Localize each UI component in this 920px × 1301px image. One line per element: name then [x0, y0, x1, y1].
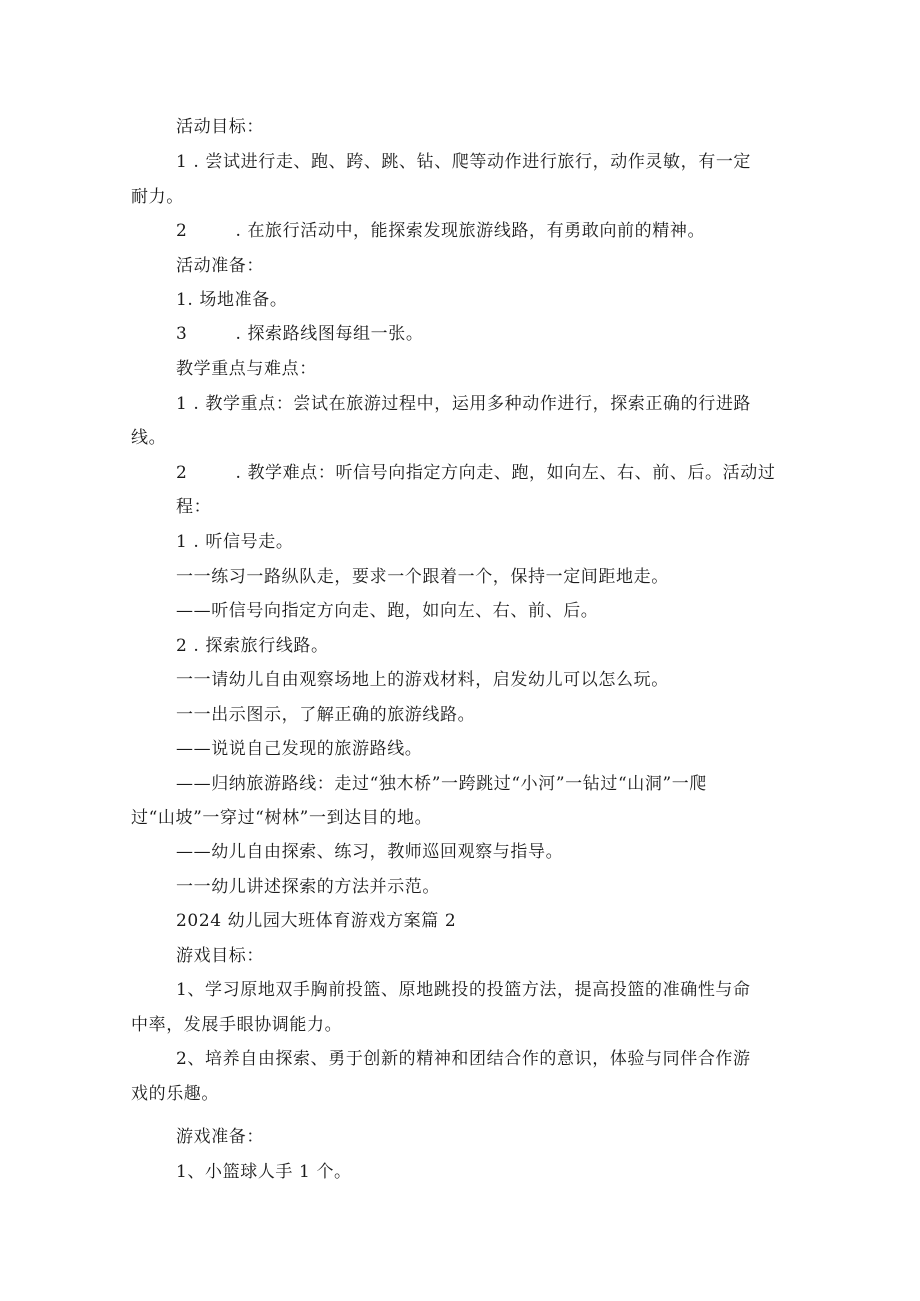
paragraph-line: 戏的乐趣。: [131, 1084, 219, 1104]
paragraph-line: ——听信号向指定方向走、跑，如向左、右、前、后。: [176, 601, 599, 621]
heading-activity-prep: 活动准备：: [176, 256, 264, 276]
paragraph-line: 一一出示图示，了解正确的旅游线路。: [176, 705, 476, 725]
paragraph-line: 一一练习一路纵队走，要求一个跟着一个，保持一定间距地走。: [176, 567, 669, 587]
paragraph-line: ——幼儿自由探索、练习，教师巡回观察与指导。: [176, 842, 564, 862]
paragraph-line: 一一幼儿讲述探索的方法并示范。: [176, 877, 440, 897]
paragraph-line: ——说说自己发现的旅游路线。: [176, 739, 423, 759]
heading-key-points: 教学重点与难点：: [176, 359, 317, 379]
paragraph-line: 1、学习原地双手胸前投篮、原地跳投的投篮方法，提高投篮的准确性与命: [176, 980, 751, 1000]
paragraph-line: 2、培养自由探索、勇于创新的精神和团结合作的意识，体验与同伴合作游: [176, 1049, 751, 1069]
heading-activity-goals: 活动目标：: [176, 117, 264, 137]
paragraph-line: 中率，发展手眼协调能力。: [131, 1015, 343, 1035]
paragraph-line: 一一请幼儿自由观察场地上的游戏材料，启发幼儿可以怎么玩。: [176, 670, 669, 690]
paragraph-line: 3 . 探索路线图每组一张。: [176, 324, 424, 344]
paragraph-line: 2 . 教学难点：听信号向指定方向走、跑，如向左、右、前、后。活动过: [176, 463, 776, 483]
heading-game-goals: 游戏目标：: [176, 946, 264, 966]
paragraph-line: 2 . 在旅行活动中，能探索发现旅游线路，有勇敢向前的精神。: [176, 221, 706, 241]
paragraph-line: 1 . 尝试进行走、跑、跨、跳、钻、爬等动作进行旅行，动作灵敏，有一定: [176, 152, 752, 172]
heading-game-prep: 游戏准备：: [176, 1127, 264, 1147]
paragraph-line: 1 . 听信号走。: [176, 532, 294, 552]
paragraph-line: 1、小篮球人手 1 个。: [176, 1162, 352, 1182]
paragraph-line: 程：: [176, 497, 212, 517]
paragraph-line: 过“山坡”一穿过“树林”一到达目的地。: [131, 808, 433, 828]
paragraph-line: 耐力。: [131, 187, 184, 207]
paragraph-line: 线。: [131, 428, 167, 448]
paragraph-line: ——归纳旅游路线：走过“独木桥”一跨跳过“小河”一钻过“山洞”一爬: [176, 774, 707, 794]
section-title: 2024 幼儿园大班体育游戏方案篇 2: [176, 911, 457, 931]
paragraph-line: 1. 场地准备。: [176, 290, 288, 310]
paragraph-line: 1 . 教学重点：尝试在旅游过程中，运用多种动作进行，探索正确的行进路: [176, 394, 752, 414]
paragraph-line: 2 . 探索旅行线路。: [176, 636, 329, 656]
